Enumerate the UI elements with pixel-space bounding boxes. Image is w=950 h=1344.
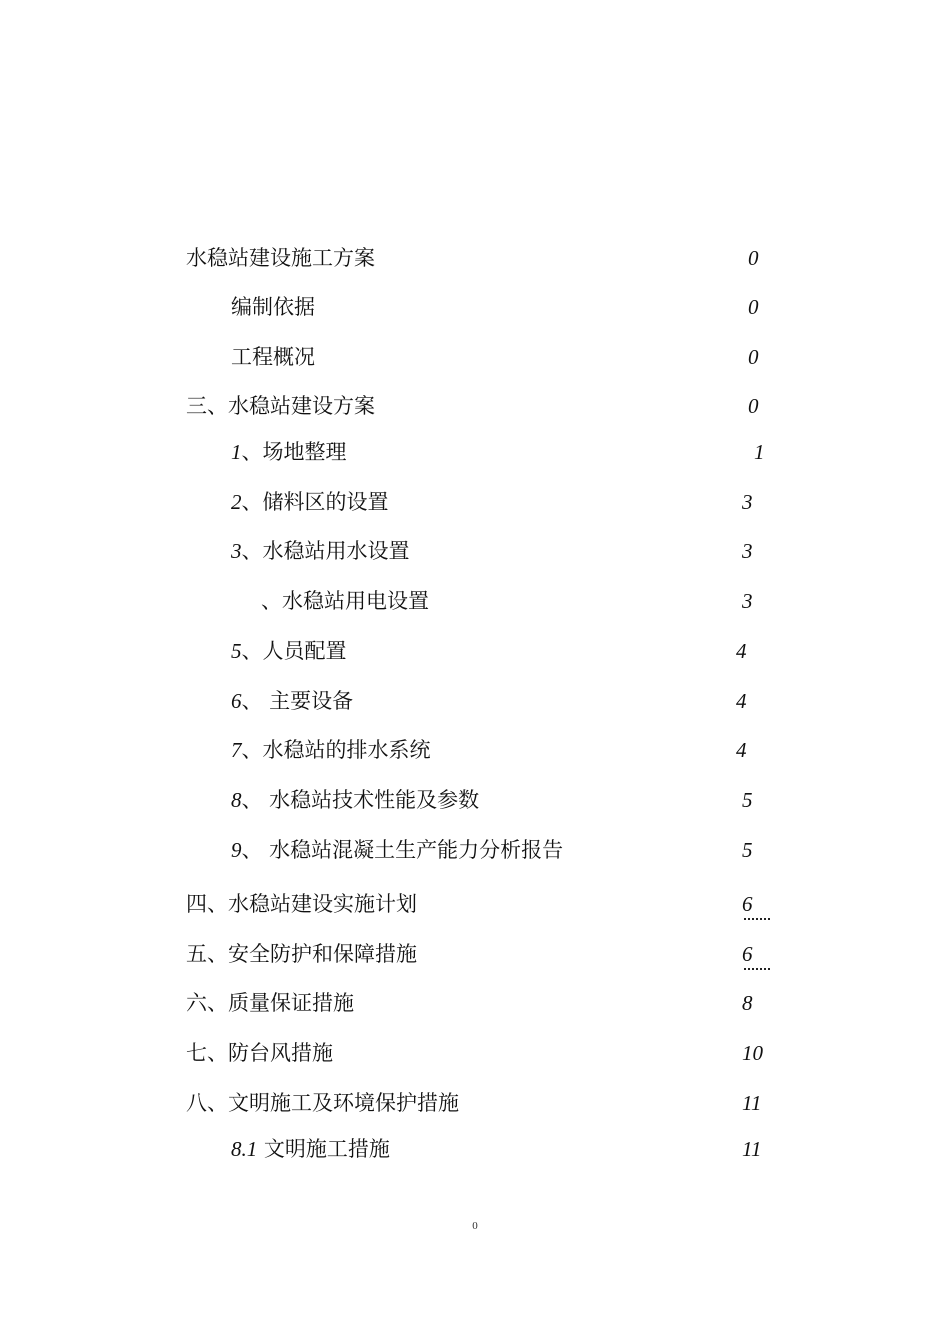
toc-entry-text: 、水稳站的排水系统: [241, 738, 431, 762]
toc-entry-number: 7: [231, 738, 242, 762]
toc-entry-page: 5: [742, 838, 753, 862]
toc-entry-text: 、水稳站用水设置: [241, 539, 410, 563]
toc-entry-title[interactable]: [231, 836, 563, 864]
toc-entry-text: 、储料区的设置: [241, 490, 389, 514]
toc-entry-text: 四、水稳站建设实施计划: [186, 892, 417, 916]
toc-entry-page: 0: [748, 345, 759, 369]
toc-entry-page: 6: [742, 892, 753, 916]
toc-entry-title[interactable]: [231, 736, 431, 764]
toc-entry-title[interactable]: [231, 1135, 390, 1163]
toc-entry-page: 0: [748, 246, 759, 270]
toc-entry-text: 六、质量保证措施: [186, 991, 354, 1015]
toc-entry-page: 6: [742, 942, 753, 966]
toc-entry-title[interactable]: [231, 488, 389, 516]
toc-entry-title[interactable]: [231, 637, 347, 665]
toc-entry-number: 6: [231, 689, 242, 713]
toc-entry-title[interactable]: [186, 1039, 333, 1067]
toc-entry-title[interactable]: [231, 293, 315, 321]
toc-entry-page: 0: [748, 295, 759, 319]
toc-entry-title[interactable]: [231, 687, 353, 715]
toc-entry-page: 3: [742, 490, 753, 514]
toc-entry-text: 七、防台风措施: [186, 1041, 333, 1065]
toc-entry-text: 水稳站建设施工方案: [186, 246, 375, 270]
toc-entry-title[interactable]: [186, 1089, 459, 1117]
toc-entry-page: 4: [736, 639, 747, 663]
toc-entry-number: 3: [231, 539, 242, 563]
toc-entry-title[interactable]: [261, 587, 429, 615]
toc-entry-page: 5: [742, 788, 753, 812]
toc-entry-title[interactable]: [186, 244, 375, 272]
toc-entry-number: 5: [231, 639, 242, 663]
toc-entry-number: 2: [231, 490, 242, 514]
toc-entry-page: 3: [742, 539, 753, 563]
toc-entry-title[interactable]: [186, 392, 375, 420]
toc-entry-text: 工程概况: [231, 345, 315, 369]
toc-entry-page: 11: [742, 1091, 762, 1115]
toc-entry-page: 11: [742, 1137, 762, 1161]
toc-entry-page: 10: [742, 1041, 763, 1065]
toc-entry-title[interactable]: [186, 940, 417, 968]
toc-entry-text: 三、水稳站建设方案: [186, 394, 375, 418]
toc-entry-number: 8: [231, 788, 242, 812]
toc-entry-page: 8: [742, 991, 753, 1015]
toc-entry-text: 文明施工措施: [257, 1137, 390, 1161]
toc-entry-number: 8.1: [231, 1137, 258, 1161]
toc-entry-page: 4: [736, 689, 747, 713]
toc-entry-page: 3: [742, 589, 753, 613]
toc-entry-title[interactable]: [231, 343, 315, 371]
toc-entry-page: 0: [748, 394, 759, 418]
toc-entry-text: 、人员配置: [241, 639, 347, 663]
toc-entry-text: 八、文明施工及环境保护措施: [186, 1091, 459, 1115]
toc-entry-text: 、水稳站用电设置: [261, 589, 429, 613]
toc-entry-text: 五、安全防护和保障措施: [186, 942, 417, 966]
toc-entry-title[interactable]: [186, 989, 354, 1017]
toc-entry-page: 1: [754, 440, 765, 464]
toc-entry-text: 、 水稳站混凝土生产能力分析报告: [241, 838, 564, 862]
toc-entry-title[interactable]: [186, 890, 417, 918]
toc-entry-title[interactable]: [231, 786, 479, 814]
page-number: 0: [472, 1220, 478, 1232]
toc-entry-text: 、 主要设备: [241, 689, 354, 713]
toc-entry-number: 9: [231, 838, 242, 862]
toc-entry-text: 、 水稳站技术性能及参数: [241, 788, 480, 812]
toc-entry-number: 1: [231, 440, 242, 464]
toc-entry-text: 、场地整理: [241, 440, 347, 464]
toc-entry-page: 4: [736, 738, 747, 762]
leader-dots: [744, 916, 770, 920]
leader-dots: [744, 966, 770, 970]
toc-entry-text: 编制依据: [231, 295, 315, 319]
toc-entry-title[interactable]: [231, 438, 347, 466]
toc-entry-title[interactable]: [231, 537, 410, 565]
